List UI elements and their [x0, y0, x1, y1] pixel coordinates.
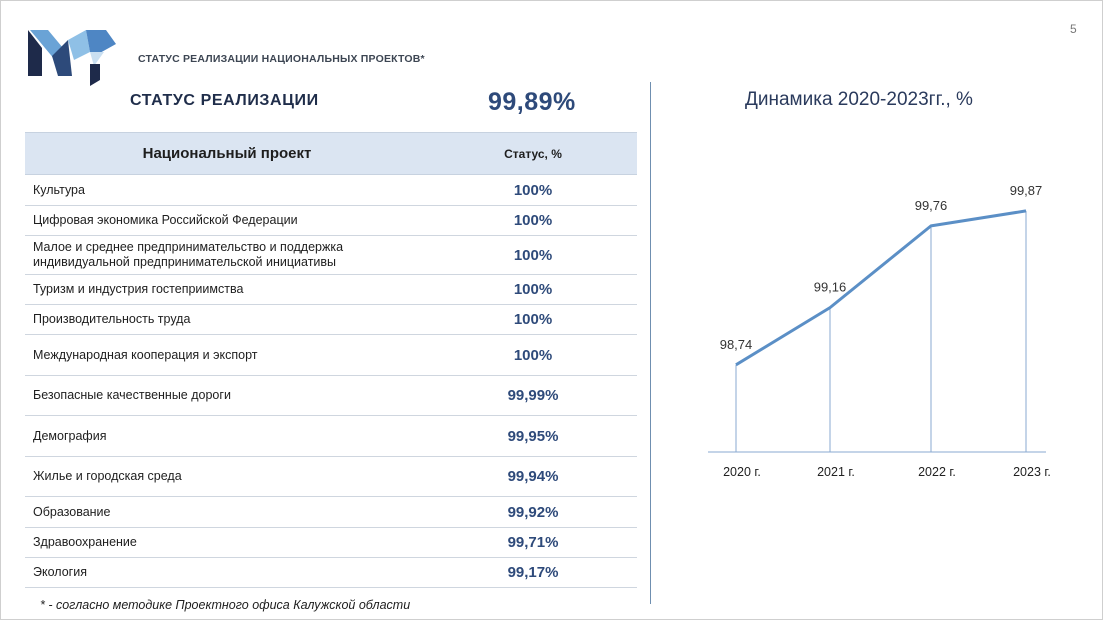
project-status: 100% — [429, 335, 637, 376]
x-tick-label: 2023 г. — [1013, 465, 1051, 479]
project-name: Международная кооперация и экспорт — [25, 335, 429, 376]
status-value: 99,89% — [488, 88, 576, 116]
series-line — [736, 211, 1026, 365]
project-name: Жилье и городская среда — [25, 457, 429, 497]
data-label: 98,74 — [719, 336, 753, 352]
project-status: 99,94% — [429, 457, 637, 497]
project-status: 100% — [429, 305, 637, 335]
project-name: Малое и среднее предпринимательство и поддержка индивидуальной предпринимательской инициативы — [25, 236, 429, 275]
header-title: СТАТУС РЕАЛИЗАЦИИ НАЦИОНАЛЬНЫХ ПРОЕКТОВ* — [138, 53, 425, 65]
project-name: Туризм и индустрия гостеприимства — [25, 275, 429, 305]
project-status: 99,92% — [429, 497, 637, 528]
project-status: 100% — [429, 175, 637, 206]
project-status: 99,17% — [429, 558, 637, 588]
project-name: Здравоохранение — [25, 528, 429, 558]
project-status: 99,95% — [429, 416, 637, 457]
project-status: 100% — [429, 206, 637, 236]
status-label: СТАТУС РЕАЛИЗАЦИИ — [130, 92, 319, 109]
project-name: Экология — [25, 558, 429, 588]
data-label: 99,16 — [813, 279, 847, 295]
project-name: Производительность труда — [25, 305, 429, 335]
x-tick-label: 2022 г. — [918, 465, 956, 479]
project-status: 99,99% — [429, 376, 637, 416]
column-header-status: Статус, % — [429, 133, 637, 175]
project-name: Демография — [25, 416, 429, 457]
data-label: 99,76 — [914, 197, 948, 213]
data-label: 99,87 — [1009, 182, 1043, 198]
chart-title: Динамика 2020-2023гг., % — [745, 89, 973, 110]
footnote: * - согласно методике Проектного офиса Калужской области — [40, 598, 411, 612]
project-status: 100% — [429, 236, 637, 275]
project-name: Безопасные качественные дороги — [25, 376, 429, 416]
column-header-name: Национальный проект — [25, 133, 429, 175]
project-status: 99,71% — [429, 528, 637, 558]
x-tick-label: 2020 г. — [723, 465, 761, 479]
project-name: Образование — [25, 497, 429, 528]
x-tick-label: 2021 г. — [817, 465, 855, 479]
project-name: Культура — [25, 175, 429, 206]
project-name: Цифровая экономика Российской Федерации — [25, 206, 429, 236]
project-status: 100% — [429, 275, 637, 305]
page-number: 5 — [1070, 22, 1077, 36]
